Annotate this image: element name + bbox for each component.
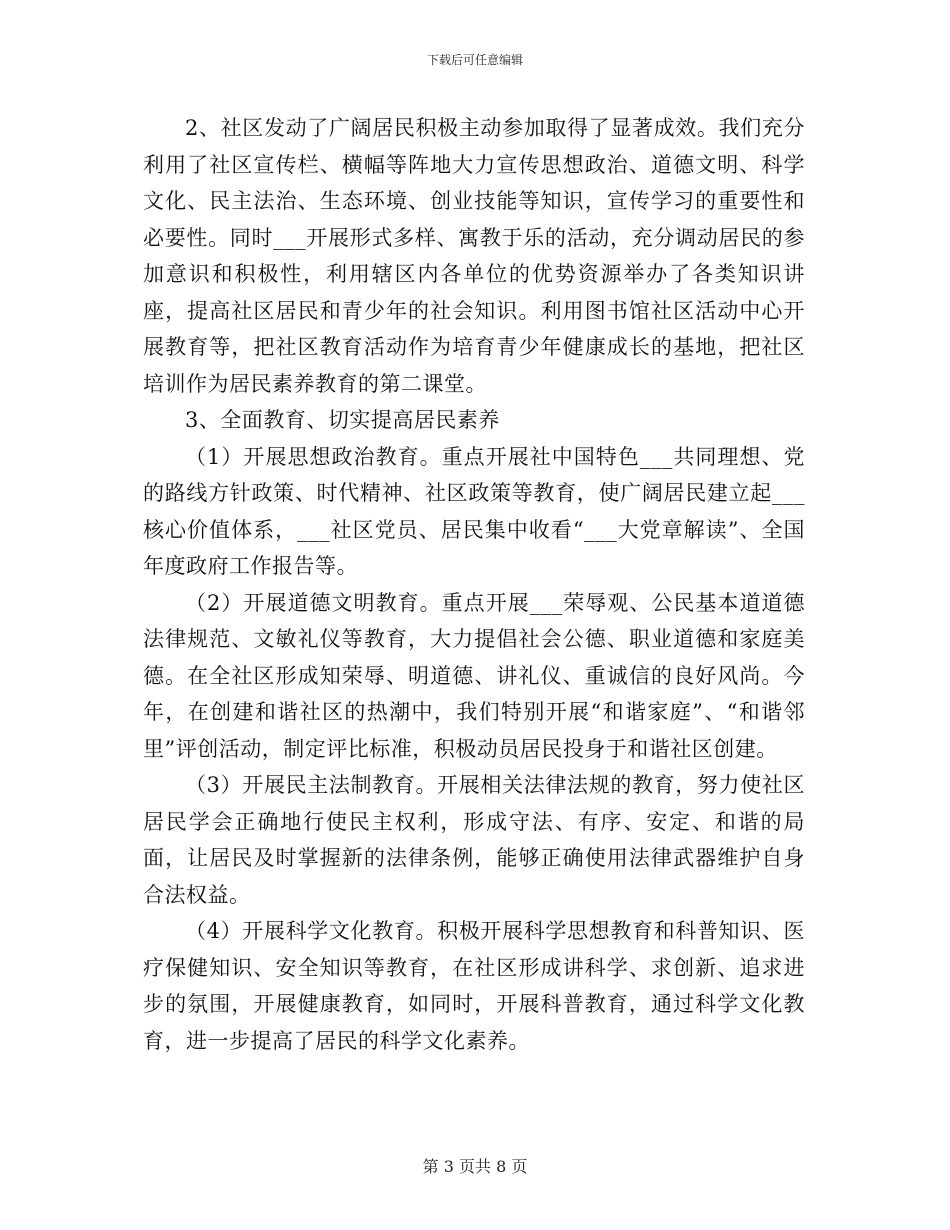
page-number: 第 3 页共 8 页	[422, 1157, 528, 1176]
paragraph-science-education: （4）开展科学文化教育。积极开展科学思想教育和科普知识、医疗保健知识、安全知识等教育，在社区形成讲科学、求创新、追求进步的氛围，开展健康教育，如同时，开展科普教育，通过科学文化教育，进一步提高了居民的科学文化素养。	[143, 919, 805, 1053]
paragraph-legal-education: （3）开展民主法制教育。开展相关法律法规的教育，努力使社区居民学会正确地行使民主权利，形成守法、有序、安定、和谐的局面，让居民及时掌握新的法律条例，能够正确使用法律武器维护自身合法权益。	[143, 773, 805, 907]
paragraph-political-education: （1）开展思想政治教育。重点开展社中国特色___共同理想、党的路线方针政策、时代精神、社区政策等教育，使广阔居民建立起___核心价值体系，___社区党员、居民集中收看“___大党章解读”、全国年度政府工作报告等。	[143, 444, 805, 578]
document-body	[143, 110, 805, 1059]
page-header: 下载后可任意编辑	[426, 53, 523, 67]
paragraph-moral-education: （2）开展道德文明教育。重点开展___荣辱观、公民基本道道德法律规范、文敏礼仪等教育，大力提倡社会公德、职业道德和家庭美德。在全社区形成知荣辱、明道德、讲礼仪、重诚信的良好风尚。今年，在创建和谐社区的热潮中，我们特别开展“和谐家庭”、“和谐邻里”评创活动，制定评比标准，积极动员居民投身于和谐社区创建。	[143, 590, 805, 761]
paragraph-community-mobilization: 2、社区发动了广阔居民积极主动参加取得了显著成效。我们充分利用了社区宣传栏、横幅等阵地大力宣传思想政治、道德文明、科学文化、民主法治、生态环境、创业技能等知识，宣传学习的重要性和必要性。同时___开展形式多样、寓教于乐的活动，充分调动居民的参加意识和积极性，利用辖区内各单位的优势资源举办了各类知识讲座，提高社区居民和青少年的社会知识。利用图书馆社区活动中心开展教育等，把社区教育活动作为培育青少年健康成长的基地，把社区培训作为居民素养教育的第二课堂。	[143, 116, 805, 396]
paragraph-section-heading: 3、全面教育、切实提高居民素养	[185, 408, 500, 432]
